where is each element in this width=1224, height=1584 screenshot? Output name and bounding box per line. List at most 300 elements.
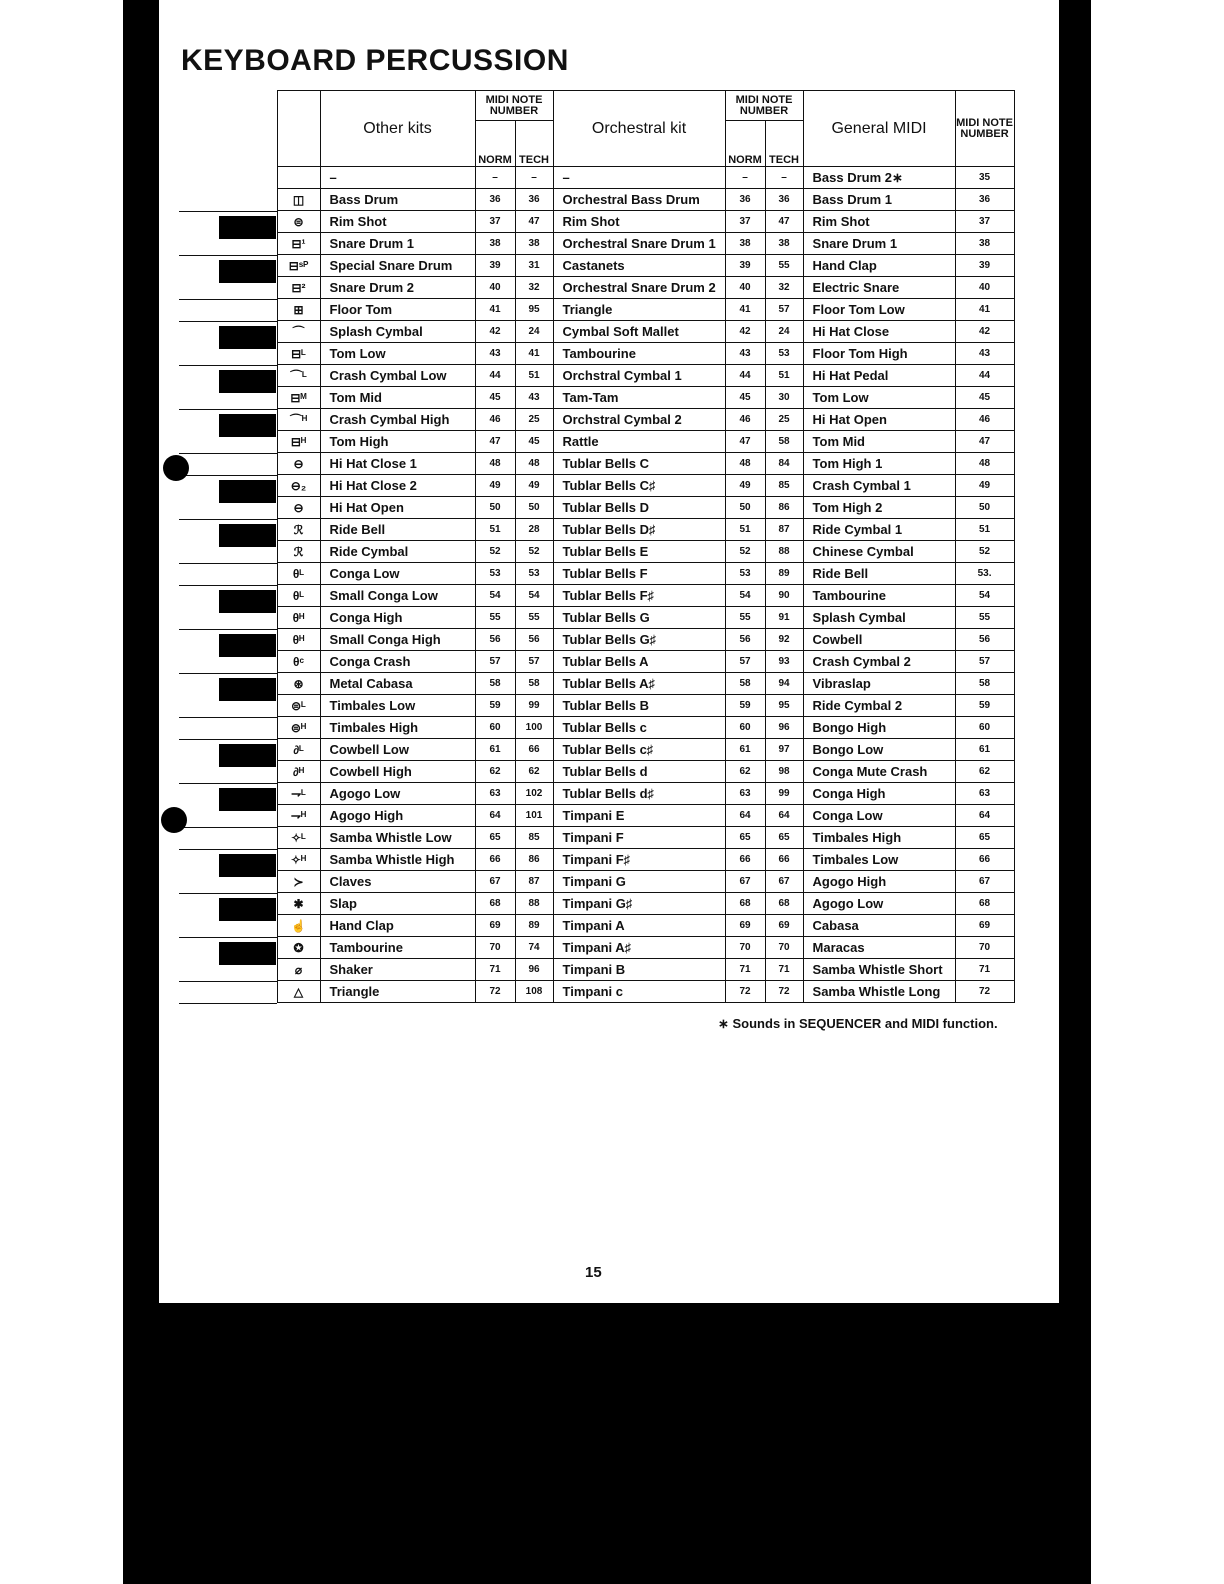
other-norm-number: 50	[475, 497, 515, 519]
general-midi-number: 50	[955, 497, 1014, 519]
other-norm-number: 55	[475, 607, 515, 629]
white-key	[179, 233, 277, 255]
white-key	[179, 871, 277, 893]
general-midi-number: 54	[955, 585, 1014, 607]
other-norm-number: 42	[475, 321, 515, 343]
orchestral-tech-number: 99	[765, 783, 803, 805]
page-number: 15	[585, 1264, 602, 1281]
black-key	[179, 585, 277, 607]
drum-icon: θᴸ	[277, 585, 320, 607]
other-tech-number: 36	[515, 189, 553, 211]
other-tech-number: 45	[515, 431, 553, 453]
other-kit-name: Triangle	[320, 981, 475, 1003]
orchestral-tech-number: 86	[765, 497, 803, 519]
general-midi-name: Chinese Cymbal	[803, 541, 955, 563]
orchestral-tech-number: –	[765, 167, 803, 189]
other-norm-number: 46	[475, 409, 515, 431]
other-kit-name: Conga High	[320, 607, 475, 629]
norm-header: NORM	[725, 121, 765, 167]
general-midi-name: Agogo High	[803, 871, 955, 893]
table-row	[179, 475, 1014, 497]
orchestral-tech-number: 53	[765, 343, 803, 365]
orchestral-tech-number: 64	[765, 805, 803, 827]
orchestral-tech-number: 32	[765, 277, 803, 299]
other-kit-name: Agogo Low	[320, 783, 475, 805]
orchestral-norm-number: 60	[725, 717, 765, 739]
other-norm-number: 52	[475, 541, 515, 563]
orchestral-name: Timpani B	[553, 959, 725, 981]
orchestral-name: Tublar Bells A	[553, 651, 725, 673]
orchestral-tech-number: 97	[765, 739, 803, 761]
other-tech-number: 74	[515, 937, 553, 959]
general-midi-number: 71	[955, 959, 1014, 981]
orchestral-norm-number: 38	[725, 233, 765, 255]
drum-icon: ⊖	[277, 453, 320, 475]
general-midi-number: 38	[955, 233, 1014, 255]
general-midi-name: Conga High	[803, 783, 955, 805]
general-midi-name: Bass Drum 1	[803, 189, 955, 211]
other-norm-number: 60	[475, 717, 515, 739]
other-kit-name: –	[320, 167, 475, 189]
other-norm-number: 68	[475, 893, 515, 915]
other-tech-number: 49	[515, 475, 553, 497]
keyboard-marker-dot	[163, 455, 189, 481]
general-midi-number: 46	[955, 409, 1014, 431]
general-midi-number: 68	[955, 893, 1014, 915]
other-norm-number: 38	[475, 233, 515, 255]
other-kit-name: Claves	[320, 871, 475, 893]
orchestral-norm-number: 69	[725, 915, 765, 937]
general-midi-note-header: MIDI NOTE NUMBER	[955, 91, 1014, 167]
other-tech-number: 56	[515, 629, 553, 651]
black-key	[179, 893, 277, 915]
general-midi-name: Conga Low	[803, 805, 955, 827]
general-midi-number: 60	[955, 717, 1014, 739]
other-norm-number: 64	[475, 805, 515, 827]
orchestral-midi-header: MIDI NOTE NUMBER	[725, 91, 803, 121]
white-key	[179, 541, 277, 563]
orchestral-tech-number: 57	[765, 299, 803, 321]
general-midi-name: Samba Whistle Long	[803, 981, 955, 1003]
general-midi-name: Tambourine	[803, 585, 955, 607]
orchestral-tech-number: 84	[765, 453, 803, 475]
drum-icon: ⊖₂	[277, 475, 320, 497]
orchestral-name: Rattle	[553, 431, 725, 453]
other-norm-number: 41	[475, 299, 515, 321]
table-row	[179, 629, 1014, 651]
table-row	[179, 871, 1014, 893]
drum-icon: ⊟²	[277, 277, 320, 299]
orchestral-tech-number: 65	[765, 827, 803, 849]
other-norm-number: 56	[475, 629, 515, 651]
orchestral-norm-number: 56	[725, 629, 765, 651]
other-norm-number: 37	[475, 211, 515, 233]
white-key	[179, 167, 277, 189]
general-midi-number: 69	[955, 915, 1014, 937]
drum-icon: ℛ	[277, 541, 320, 563]
drum-icon: ⊟ᴴ	[277, 431, 320, 453]
other-tech-number: 25	[515, 409, 553, 431]
other-norm-number: 66	[475, 849, 515, 871]
other-kits-header: Other kits	[320, 91, 475, 167]
other-kit-name: Samba Whistle Low	[320, 827, 475, 849]
white-key	[179, 343, 277, 365]
drum-icon: ⊛	[277, 673, 320, 695]
orchestral-norm-number: 43	[725, 343, 765, 365]
orchestral-norm-number: 66	[725, 849, 765, 871]
table-row	[179, 607, 1014, 629]
white-key	[179, 189, 277, 211]
orchestral-norm-number: 52	[725, 541, 765, 563]
other-kit-name: Crash Cymbal Low	[320, 365, 475, 387]
other-tech-number: –	[515, 167, 553, 189]
other-tech-number: 57	[515, 651, 553, 673]
orchestral-name: Timpani E	[553, 805, 725, 827]
table-row	[179, 915, 1014, 937]
table-row	[179, 277, 1014, 299]
table-row	[179, 387, 1014, 409]
other-kit-name: Hi Hat Open	[320, 497, 475, 519]
other-norm-number: 72	[475, 981, 515, 1003]
general-midi-number: 61	[955, 739, 1014, 761]
orchestral-tech-number: 30	[765, 387, 803, 409]
other-norm-number: 51	[475, 519, 515, 541]
other-norm-number: 48	[475, 453, 515, 475]
orchestral-name: Tublar Bells D♯	[553, 519, 725, 541]
other-kit-name: Rim Shot	[320, 211, 475, 233]
other-tech-number: 43	[515, 387, 553, 409]
orchestral-tech-number: 92	[765, 629, 803, 651]
other-kit-name: Tambourine	[320, 937, 475, 959]
orchestral-tech-number: 72	[765, 981, 803, 1003]
black-key	[179, 365, 277, 387]
general-midi-name: Ride Cymbal 2	[803, 695, 955, 717]
table-row	[179, 937, 1014, 959]
table-row	[179, 563, 1014, 585]
other-tech-number: 86	[515, 849, 553, 871]
orchestral-norm-number: 46	[725, 409, 765, 431]
orchestral-norm-number: 55	[725, 607, 765, 629]
general-midi-number: 72	[955, 981, 1014, 1003]
general-midi-number: 65	[955, 827, 1014, 849]
other-tech-number: 88	[515, 893, 553, 915]
orchestral-name: Tublar Bells C♯	[553, 475, 725, 497]
general-midi-number: 47	[955, 431, 1014, 453]
table-row	[179, 189, 1014, 211]
other-tech-number: 52	[515, 541, 553, 563]
drum-icon: ☝	[277, 915, 320, 937]
table-row	[179, 255, 1014, 277]
orchestral-norm-number: 41	[725, 299, 765, 321]
other-tech-number: 100	[515, 717, 553, 739]
other-kit-name: Agogo High	[320, 805, 475, 827]
orchestral-norm-number: 72	[725, 981, 765, 1003]
table-row	[179, 849, 1014, 871]
orchestral-norm-number: 68	[725, 893, 765, 915]
orchestral-name: Timpani c	[553, 981, 725, 1003]
other-norm-number: 53	[475, 563, 515, 585]
orchestral-tech-number: 87	[765, 519, 803, 541]
drum-icon: ⇁ᴸ	[277, 783, 320, 805]
orchestral-tech-number: 55	[765, 255, 803, 277]
other-norm-number: 40	[475, 277, 515, 299]
orchestral-norm-number: 71	[725, 959, 765, 981]
general-midi-number: 42	[955, 321, 1014, 343]
black-key	[179, 409, 277, 431]
black-key	[179, 783, 277, 805]
orchestral-norm-number: 47	[725, 431, 765, 453]
other-norm-number: 49	[475, 475, 515, 497]
drum-icon: ✧ᴴ	[277, 849, 320, 871]
general-midi-name: Tom Low	[803, 387, 955, 409]
general-midi-name: Bongo High	[803, 717, 955, 739]
orchestral-name: Tublar Bells d	[553, 761, 725, 783]
other-norm-number: 62	[475, 761, 515, 783]
table-row	[179, 893, 1014, 915]
drum-icon: θᴸ	[277, 563, 320, 585]
orchestral-name: Orchestral Bass Drum	[553, 189, 725, 211]
orchestral-norm-number: 42	[725, 321, 765, 343]
orchestral-tech-number: 85	[765, 475, 803, 497]
general-midi-name: Hi Hat Close	[803, 321, 955, 343]
table-row	[179, 739, 1014, 761]
table-row	[179, 365, 1014, 387]
orchestral-tech-number: 98	[765, 761, 803, 783]
orchestral-name: Tublar Bells G	[553, 607, 725, 629]
general-midi-name: Electric Snare	[803, 277, 955, 299]
drum-icon: ⇁ᴴ	[277, 805, 320, 827]
other-tech-number: 66	[515, 739, 553, 761]
orchestral-name: Timpani A♯	[553, 937, 725, 959]
orchestral-norm-number: 49	[725, 475, 765, 497]
general-midi-number: 44	[955, 365, 1014, 387]
other-tech-number: 85	[515, 827, 553, 849]
other-norm-number: 54	[475, 585, 515, 607]
other-norm-number: 43	[475, 343, 515, 365]
general-midi-name: Vibraslap	[803, 673, 955, 695]
general-midi-name: Maracas	[803, 937, 955, 959]
orchestral-tech-number: 68	[765, 893, 803, 915]
orchestral-tech-number: 89	[765, 563, 803, 585]
drum-icon: ✱	[277, 893, 320, 915]
drum-icon: θᴴ	[277, 607, 320, 629]
percussion-rows	[179, 167, 1014, 1003]
general-midi-name: Crash Cymbal 1	[803, 475, 955, 497]
general-midi-number: 45	[955, 387, 1014, 409]
other-norm-number: 47	[475, 431, 515, 453]
general-midi-number: 40	[955, 277, 1014, 299]
orchestral-norm-number: 58	[725, 673, 765, 695]
other-kit-name: Ride Bell	[320, 519, 475, 541]
orchestral-norm-number: 61	[725, 739, 765, 761]
other-tech-number: 53	[515, 563, 553, 585]
other-tech-number: 101	[515, 805, 553, 827]
other-tech-number: 99	[515, 695, 553, 717]
drum-icon: ⊟ᴹ	[277, 387, 320, 409]
orchestral-tech-number: 66	[765, 849, 803, 871]
orchestral-norm-number: 59	[725, 695, 765, 717]
orchestral-name: Tublar Bells E	[553, 541, 725, 563]
orchestral-tech-number: 71	[765, 959, 803, 981]
table-row	[179, 673, 1014, 695]
other-kit-name: Ride Cymbal	[320, 541, 475, 563]
white-key	[179, 761, 277, 783]
general-midi-number: 57	[955, 651, 1014, 673]
general-midi-number: 52	[955, 541, 1014, 563]
table-row	[179, 343, 1014, 365]
other-norm-number: 69	[475, 915, 515, 937]
other-kit-name: Metal Cabasa	[320, 673, 475, 695]
orchestral-name: Rim Shot	[553, 211, 725, 233]
orchestral-norm-number: 48	[725, 453, 765, 475]
orchestral-tech-number: 90	[765, 585, 803, 607]
other-kit-name: Snare Drum 2	[320, 277, 475, 299]
white-key	[179, 805, 277, 827]
orchestral-name: Tublar Bells C	[553, 453, 725, 475]
other-norm-number: –	[475, 167, 515, 189]
other-kit-name: Samba Whistle High	[320, 849, 475, 871]
table-row	[179, 497, 1014, 519]
black-key	[179, 211, 277, 233]
other-tech-number: 89	[515, 915, 553, 937]
general-midi-number: 55	[955, 607, 1014, 629]
drum-icon: ⌒ᴴ	[277, 409, 320, 431]
other-kit-name: Snare Drum 1	[320, 233, 475, 255]
orchestral-tech-number: 24	[765, 321, 803, 343]
other-kit-name: Slap	[320, 893, 475, 915]
orchestral-tech-number: 36	[765, 189, 803, 211]
other-kit-name: Tom Low	[320, 343, 475, 365]
general-midi-number: 43	[955, 343, 1014, 365]
orchestral-name: Tam-Tam	[553, 387, 725, 409]
other-tech-number: 48	[515, 453, 553, 475]
general-midi-number: 59	[955, 695, 1014, 717]
other-kit-name: Conga Crash	[320, 651, 475, 673]
orchestral-name: Timpani G	[553, 871, 725, 893]
other-norm-number: 71	[475, 959, 515, 981]
other-norm-number: 63	[475, 783, 515, 805]
norm-header: NORM	[475, 121, 515, 167]
orchestral-tech-number: 47	[765, 211, 803, 233]
orchestral-norm-number: 70	[725, 937, 765, 959]
general-midi-name: Bongo Low	[803, 739, 955, 761]
general-midi-name: Hand Clap	[803, 255, 955, 277]
white-key	[179, 915, 277, 937]
other-tech-number: 55	[515, 607, 553, 629]
general-midi-number: 51	[955, 519, 1014, 541]
general-midi-name: Cabasa	[803, 915, 955, 937]
table-row	[179, 541, 1014, 563]
other-tech-number: 32	[515, 277, 553, 299]
general-midi-name: Samba Whistle Short	[803, 959, 955, 981]
white-key	[179, 651, 277, 673]
other-norm-number: 65	[475, 827, 515, 849]
orchestral-norm-number: 62	[725, 761, 765, 783]
orchestral-tech-number: 93	[765, 651, 803, 673]
white-key	[179, 827, 277, 849]
table-row	[179, 519, 1014, 541]
orchestral-name: Timpani F	[553, 827, 725, 849]
general-midi-number: 67	[955, 871, 1014, 893]
orchestral-norm-number: 51	[725, 519, 765, 541]
other-tech-number: 31	[515, 255, 553, 277]
other-kit-name: Crash Cymbal High	[320, 409, 475, 431]
other-tech-number: 96	[515, 959, 553, 981]
general-midi-name: Snare Drum 1	[803, 233, 955, 255]
orchestral-norm-number: 53	[725, 563, 765, 585]
other-tech-number: 50	[515, 497, 553, 519]
other-norm-number: 45	[475, 387, 515, 409]
general-midi-number: 58	[955, 673, 1014, 695]
orchestral-name: Cymbal Soft Mallet	[553, 321, 725, 343]
orchestral-name: Tublar Bells F	[553, 563, 725, 585]
other-tech-number: 54	[515, 585, 553, 607]
orchestral-tech-number: 67	[765, 871, 803, 893]
other-kit-name: Cowbell Low	[320, 739, 475, 761]
table-row	[179, 717, 1014, 739]
orchestral-tech-number: 91	[765, 607, 803, 629]
orchestral-norm-number: 63	[725, 783, 765, 805]
white-key	[179, 607, 277, 629]
table-row	[179, 453, 1014, 475]
drum-icon: ⌒ᴸ	[277, 365, 320, 387]
orchestral-norm-number: 40	[725, 277, 765, 299]
drum-icon: ≻	[277, 871, 320, 893]
footnote: ∗ Sounds in SEQUENCER and MIDI function.	[718, 1016, 998, 1031]
white-key	[179, 695, 277, 717]
orchestral-name: Tambourine	[553, 343, 725, 365]
orchestral-norm-number: 50	[725, 497, 765, 519]
other-tech-number: 58	[515, 673, 553, 695]
black-key	[179, 519, 277, 541]
other-norm-number: 61	[475, 739, 515, 761]
other-norm-number: 39	[475, 255, 515, 277]
orchestral-name: Tublar Bells B	[553, 695, 725, 717]
orchestral-kit-header: Orchestral kit	[553, 91, 725, 167]
general-midi-name: Tom High 2	[803, 497, 955, 519]
table-row	[179, 959, 1014, 981]
black-key	[179, 475, 277, 497]
white-key	[179, 299, 277, 321]
drum-icon: ⊟ˢᴾ	[277, 255, 320, 277]
general-midi-number: 39	[955, 255, 1014, 277]
other-kit-name: Hi Hat Close 2	[320, 475, 475, 497]
other-kit-name: Tom Mid	[320, 387, 475, 409]
general-midi-number: 56	[955, 629, 1014, 651]
orchestral-name: Tublar Bells d♯	[553, 783, 725, 805]
white-key	[179, 497, 277, 519]
orchestral-name: Tublar Bells D	[553, 497, 725, 519]
orchestral-name: Triangle	[553, 299, 725, 321]
orchestral-name: Orchestral Snare Drum 2	[553, 277, 725, 299]
other-tech-number: 87	[515, 871, 553, 893]
general-midi-name: Timbales High	[803, 827, 955, 849]
orchestral-name: Timpani A	[553, 915, 725, 937]
other-tech-number: 38	[515, 233, 553, 255]
orchestral-tech-number: 88	[765, 541, 803, 563]
table-row	[179, 651, 1014, 673]
table-row	[179, 233, 1014, 255]
other-tech-number: 102	[515, 783, 553, 805]
page-title: KEYBOARD PERCUSSION	[181, 44, 569, 77]
orchestral-norm-number: 39	[725, 255, 765, 277]
white-key	[179, 563, 277, 585]
table-row	[179, 805, 1014, 827]
black-key	[179, 255, 277, 277]
other-tech-number: 47	[515, 211, 553, 233]
table-row	[179, 211, 1014, 233]
orchestral-name: –	[553, 167, 725, 189]
